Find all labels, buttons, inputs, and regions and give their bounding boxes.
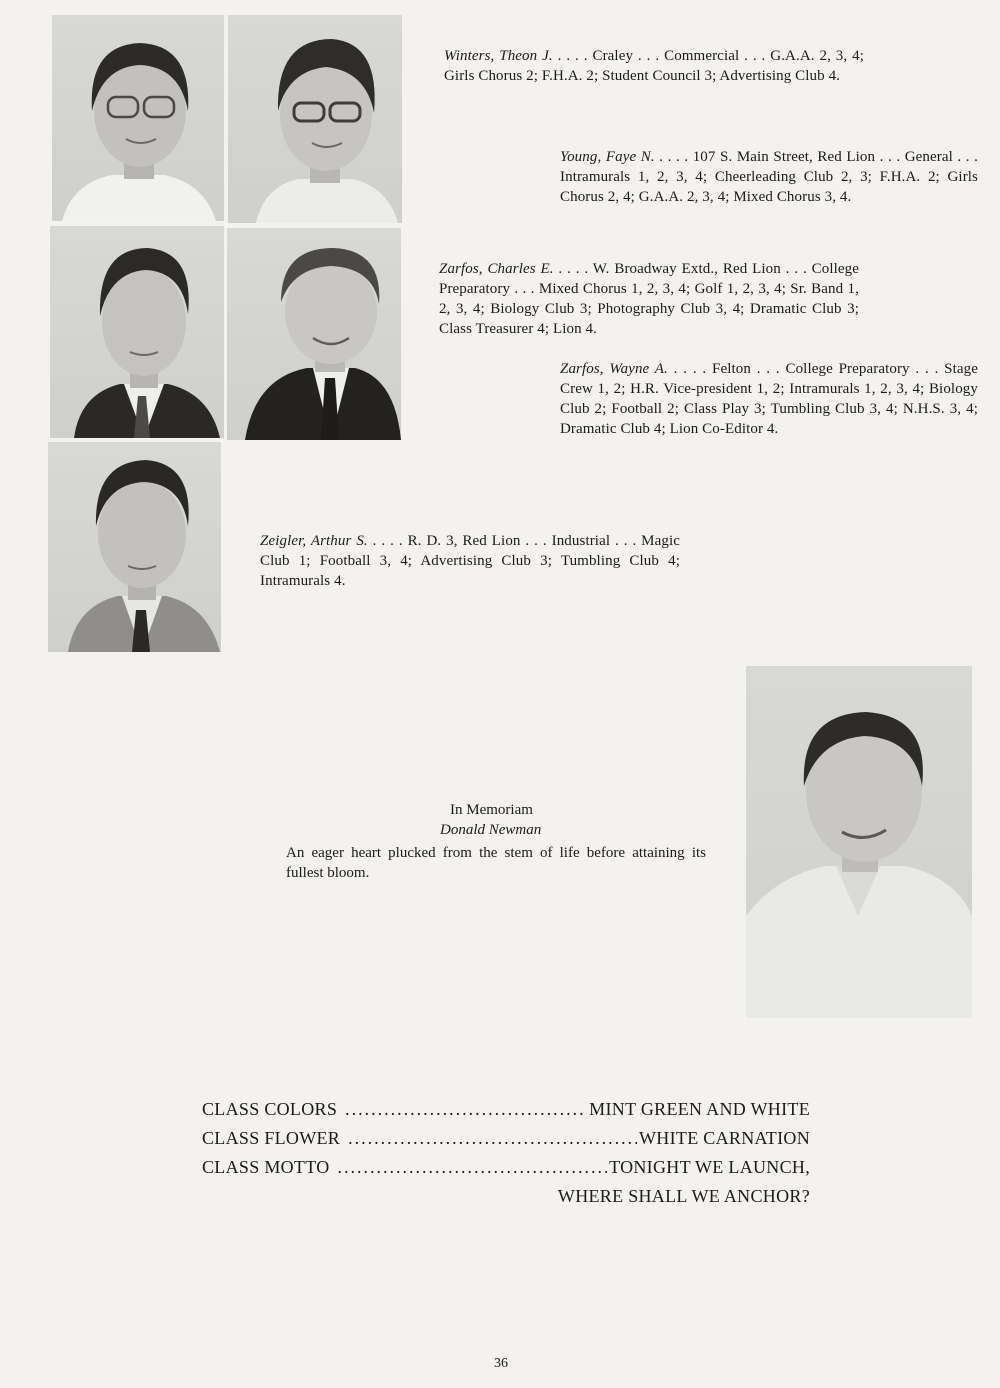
class-flower-value: WHITE CARNATION [639,1128,810,1148]
class-motto-row [202,1157,810,1186]
class-flower-label: CLASS FLOWER [202,1128,341,1148]
class-info [202,1099,810,1215]
student-name: Zarfos, Charles E. [439,261,554,277]
memoriam-text: An eager heart plucked from the stem of life before attaining its fullest bloom. [286,845,706,881]
student-details: . . . . Craley . . . Commercial . . . G.A.A. 2, 3, 4; Girls Chorus 2; F.H.A. 2; Student Council 3; Advertising Club 4. [444,48,864,84]
class-colors-label: CLASS COLORS [202,1099,338,1119]
student-details: . . . . W. Broadway Extd., Red Lion . . . College Preparatory . . . Mixed Chorus 1, 2, 3, 4; Golf 1, 2, 3, 4; Sr. Band 1, 2, 3, 4; Biology Club 3; Photography Club 3, 4; Dramatic Club 3; Class Treasurer 4; Lion 4. [439,261,860,337]
class-colors-row [202,1099,810,1128]
student-details: . . . . Felton . . . College Preparatory . . . Stage Crew 1, 2; H.R. Vice-president 1, 2; Intramurals 1, 2, 3, 4; Biology Club 2; Football 2; Class Play 3; Tumbling Club 3, 4; N.H.S. 3, 4; Dramatic Club 4; Lion Co-Editor 4. [560,361,978,437]
student-entry-winters [444,46,864,86]
memoriam-name: Donald Newman [440,822,542,838]
student-name: Winters, Theon J. [444,48,553,64]
portrait-photo-winters [52,15,224,221]
student-details: . . . . 107 S. Main Street, Red Lion . . . General . . . Intramurals 1, 2, 3, 4; Cheerleading Club 2, 3; F.H.A. 2; Girls Chorus 2, 4; G.A.A. 2, 3, 4; Mixed Chorus 3, 4. [560,149,979,205]
class-motto-label: CLASS MOTTO [202,1157,330,1177]
leader-dots [348,1128,637,1149]
portrait-photo-zarfos-charles [50,226,224,438]
page-number: 36 [494,1356,508,1371]
portrait-photo-zarfos-wayne [227,228,401,440]
class-motto-value: TONIGHT WE LAUNCH, [609,1157,810,1177]
student-name: Zarfos, Wayne A. [560,361,668,377]
student-name: Young, Faye N. [560,149,655,165]
student-entry-zarfos-wayne [560,359,978,439]
student-entry-zeigler [260,531,680,591]
student-entry-young [560,147,978,207]
class-motto-continuation-row [202,1186,810,1215]
student-entry-zarfos-charles [439,259,859,339]
class-motto-continuation: WHERE SHALL WE ANCHOR? [557,1186,810,1206]
portrait-photo-zeigler [48,442,221,652]
student-name: Zeigler, Arthur S. [260,533,368,549]
leader-dots [338,1157,608,1178]
class-colors-value: MINT GREEN AND WHITE [589,1099,810,1119]
portrait-photo-newman [746,666,972,1018]
portrait-photo-young [228,15,402,223]
student-details: . . . . R. D. 3, Red Lion . . . Industrial . . . Magic Club 1; Football 3, 4; Advertising Club 3; Tumbling Club 4; Intramurals 4. [260,533,681,589]
memoriam-title: In Memoriam [450,802,533,818]
leader-dots [345,1099,587,1120]
class-flower-row [202,1128,810,1157]
